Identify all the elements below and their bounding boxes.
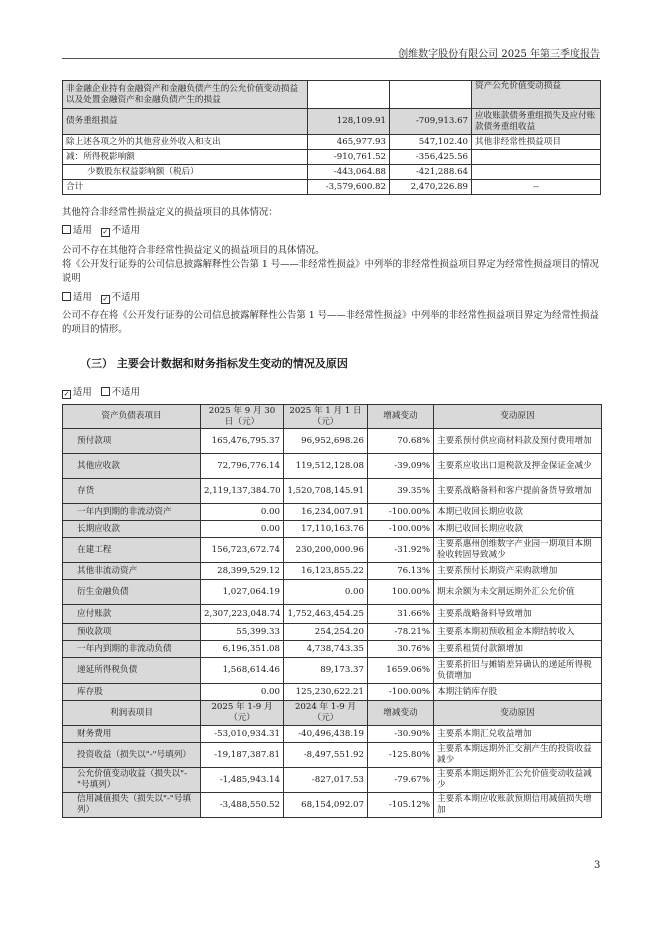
ytd-value: 547,102.40 [390, 135, 472, 150]
change-reason: 主要系折旧与摊销差异确认的递延所得税负债增加 [434, 658, 602, 684]
item-label: 少数股东权益影响额（税后） [63, 165, 308, 180]
column-header: 增减变动 [368, 405, 434, 429]
ytd-value: -356,425.56 [390, 150, 472, 165]
paragraph: 公司不存在其他符合非经常性损益定义的损益项目的具体情况。 [62, 245, 325, 256]
row-item: 库存股 [63, 684, 201, 701]
column-header: 利润表项目 [63, 701, 201, 726]
change-reason: 本期注销库存股 [434, 684, 602, 701]
column-header: 2025 年 1-9 月（元） [201, 701, 284, 726]
value-current: 28,399,529.12 [201, 563, 284, 580]
item-label: 债务重组损益 [63, 109, 308, 135]
column-header: 资产负债表项目 [63, 405, 201, 429]
table-row [63, 580, 602, 605]
option-label: 不适用 [111, 292, 140, 303]
value-current: -19,187,387.81 [201, 743, 284, 768]
value-current: 1,568,614.46 [201, 658, 284, 684]
change-percent: 39.35% [368, 479, 434, 504]
change-percent: -105.12% [368, 793, 434, 818]
row-item: 衍生金融负债 [63, 580, 201, 605]
value-prior: 254,254.20 [284, 624, 368, 641]
change-reason: 主要系应收出口退税款及押金保证金减少 [434, 454, 602, 479]
section-title: （三） 主要会计数据和财务指标发生变动的情况及原因 [80, 357, 348, 370]
page-header: 创维数字股份有限公司 2025 年第三季度报告 [398, 49, 600, 60]
value-prior: 96,952,698.26 [284, 429, 368, 454]
value-current: -1,485,943.14 [201, 768, 284, 793]
value-prior: 16,123,855.22 [284, 563, 368, 580]
row-item: 信用减值损失（损失以"-"号填列） [63, 793, 201, 818]
change-reason: 主要系预付供应商材料款及预付费用增加 [434, 429, 602, 454]
row-item: 存货 [63, 479, 201, 504]
row-item: 一年内到期的非流动负债 [63, 641, 201, 658]
option-label: 适用 [73, 292, 92, 303]
row-item: 递延所得税负债 [63, 658, 201, 684]
table-row [63, 165, 601, 180]
change-percent: 100.00% [368, 580, 434, 605]
option-label: 适用 [73, 225, 92, 236]
option-label: 不适用 [111, 225, 140, 236]
table-row [63, 658, 602, 684]
ytd-value: -709,913.67 [390, 109, 472, 135]
table-row [63, 726, 602, 743]
change-percent: -39.09% [368, 454, 434, 479]
value-prior: 1,520,708,145.91 [284, 479, 368, 504]
row-item: 其他应收款 [63, 454, 201, 479]
note: 资产公允价值变动损益 [472, 81, 601, 109]
value-prior: 17,110,163.76 [284, 521, 368, 538]
change-percent: -100.00% [368, 684, 434, 701]
change-percent: -30.90% [368, 726, 434, 743]
current-value: 465,977.93 [308, 135, 390, 150]
change-percent: -78.21% [368, 624, 434, 641]
change-reason: 主要系本期远期外汇交割产生的投资收益减少 [434, 743, 602, 768]
table-header-row [63, 405, 602, 429]
table-row [63, 538, 602, 563]
change-percent: 70.68% [368, 429, 434, 454]
change-percent: -100.00% [368, 521, 434, 538]
value-prior: 89,173.37 [284, 658, 368, 684]
value-prior: -8,497,551.92 [284, 743, 368, 768]
page-number: 3 [594, 860, 601, 871]
checkbox-unchecked-icon [62, 225, 71, 234]
value-current: 0.00 [201, 504, 284, 521]
change-reason: 本期已收回长期应收款 [434, 521, 602, 538]
change-reason: 主要系战略备料和客户提前备货导致增加 [434, 479, 602, 504]
balance-sheet-rows [63, 429, 602, 701]
table-row [63, 521, 602, 538]
option-row-2 [62, 291, 602, 305]
value-current: 0.00 [201, 521, 284, 538]
table-row [63, 429, 602, 454]
column-header: 变动原因 [434, 405, 602, 429]
value-current: 165,476,795.37 [201, 429, 284, 454]
nonrecurring-table [62, 80, 601, 195]
table-row [63, 563, 602, 580]
table-row [63, 743, 602, 768]
change-percent: 76.13% [368, 563, 434, 580]
value-current: -3,488,550.52 [201, 793, 284, 818]
column-header: 2025 年 1 月 1 日（元） [284, 405, 368, 429]
value-current: 72,796,776.14 [201, 454, 284, 479]
value-current: 156,723,672.74 [201, 538, 284, 563]
change-percent: -31.92% [368, 538, 434, 563]
table-row [63, 135, 601, 150]
value-prior: -40,496,438.19 [284, 726, 368, 743]
current-value: -910,761.52 [308, 150, 390, 165]
checkbox-unchecked-icon [62, 292, 71, 301]
table-header-row [63, 701, 602, 726]
change-reason: 主要系本期远期外汇公允价值变动收益减少 [434, 768, 602, 793]
paragraph: 公司不存在将《公开发行证券的公司信息披露解释性公告第 1 号——非经常性损益》中列举的非经常性损益项目界定为经常性损益的项目的情形。 [62, 310, 599, 335]
checkbox-unchecked-icon [101, 387, 110, 396]
value-prior: 1,752,463,454.25 [284, 605, 368, 624]
value-current: 0.00 [201, 684, 284, 701]
change-reason: 本期已收回长期应收款 [434, 504, 602, 521]
change-reason: 主要系预付长期资产采购款增加 [434, 563, 602, 580]
header-rule [62, 58, 600, 59]
value-prior: 4,738,743.35 [284, 641, 368, 658]
item-label: 非金融企业持有金融资产和金融负债产生的公允价值变动损益以及处置金融资产和金融负债产生的损益 [63, 81, 308, 109]
table-row [63, 479, 602, 504]
table-row [63, 624, 602, 641]
note: 应收账款债务重组损失及应付账款债务重组收益 [472, 109, 601, 135]
column-header: 2025 年 9 月 30 日（元） [201, 405, 284, 429]
option-row-3 [62, 386, 602, 400]
current-value: -3,579,600.82 [308, 180, 390, 195]
row-item: 预收款项 [63, 624, 201, 641]
table-row [63, 81, 601, 109]
table-row [63, 180, 601, 195]
option-label: 不适用 [111, 387, 140, 398]
item-label: 减：所得税影响额 [63, 150, 308, 165]
current-value [308, 81, 390, 109]
value-prior: 119,512,128.08 [284, 454, 368, 479]
value-current: 55,399.33 [201, 624, 284, 641]
checkbox-checked-icon: ✓ [102, 295, 109, 303]
value-current: 6,196,351.08 [201, 641, 284, 658]
table-row [63, 150, 601, 165]
value-prior: 16,234,007.91 [284, 504, 368, 521]
table-row [63, 793, 602, 818]
note [472, 165, 601, 180]
change-percent: 31.66% [368, 605, 434, 624]
column-header: 2024 年 1-9 月（元） [284, 701, 368, 726]
value-current: -53,010,934.31 [201, 726, 284, 743]
other-items-heading: 其他符合非经常性损益定义的损益项目的具体情况： [62, 207, 278, 218]
value-prior: 125,230,622.21 [284, 684, 368, 701]
row-item: 其他非流动资产 [63, 563, 201, 580]
item-label: 除上述各项之外的其他营业外收入和支出 [63, 135, 308, 150]
note [472, 150, 601, 165]
table-row [63, 454, 602, 479]
table-row [63, 641, 602, 658]
row-item: 预付款项 [63, 429, 201, 454]
current-value: 128,109.91 [308, 109, 390, 135]
option-row-1 [62, 224, 602, 238]
value-current: 1,027,064.19 [201, 580, 284, 605]
row-item: 公允价值变动收益（损失以"-"号填列） [63, 768, 201, 793]
change-percent: 30.76% [368, 641, 434, 658]
row-item: 长期应收款 [63, 521, 201, 538]
ytd-value: -421,288.64 [390, 165, 472, 180]
changes-table [62, 404, 602, 818]
value-prior: 68,154,092.07 [284, 793, 368, 818]
change-percent: -100.00% [368, 504, 434, 521]
note: 其他非经常性损益项目 [472, 135, 601, 150]
change-reason: 期末余额为未交割远期外汇公允价值 [434, 580, 602, 605]
checkbox-checked-icon: ✓ [102, 228, 109, 236]
ytd-value: 2,470,226.89 [390, 180, 472, 195]
change-percent: -79.67% [368, 768, 434, 793]
current-value: -443,064.88 [308, 165, 390, 180]
ytd-value [390, 81, 472, 109]
change-reason: 主要系本期汇兑收益增加 [434, 726, 602, 743]
change-reason: 主要系惠州创维数字产业园一期项目本期验收转固导致减少 [434, 538, 602, 563]
column-header: 变动原因 [434, 701, 602, 726]
table-row [63, 684, 602, 701]
row-item: 应付账款 [63, 605, 201, 624]
income-statement-rows [63, 726, 602, 818]
change-percent: -125.80% [368, 743, 434, 768]
change-reason: 主要系租赁付款额增加 [434, 641, 602, 658]
row-item: 一年内到期的非流动资产 [63, 504, 201, 521]
change-reason: 主要系本期初预收租金本期结转收入 [434, 624, 602, 641]
value-prior: 0.00 [284, 580, 368, 605]
table-row [63, 504, 602, 521]
change-reason: 主要系战略备料导致增加 [434, 605, 602, 624]
row-item: 财务费用 [63, 726, 201, 743]
note: -- [472, 180, 601, 195]
column-header: 增减变动 [368, 701, 434, 726]
change-reason: 主要系本期应收账款预期信用减值损失增加 [434, 793, 602, 818]
change-percent: 1659.06% [368, 658, 434, 684]
option-label: 适用 [73, 387, 92, 398]
value-current: 2,307,223,048.74 [201, 605, 284, 624]
value-prior: -827,017.53 [284, 768, 368, 793]
row-item: 在建工程 [63, 538, 201, 563]
table-row [63, 605, 602, 624]
value-current: 2,119,137,384.70 [201, 479, 284, 504]
table-row [63, 768, 602, 793]
value-prior: 230,200,000.96 [284, 538, 368, 563]
checkbox-checked-icon: ✓ [63, 390, 70, 398]
row-item: 投资收益（损失以"-"号填列） [63, 743, 201, 768]
paragraph: 将《公开发行证券的公司信息披露解释性公告第 1 号——非经常性损益》中列举的非经常性损益项目界定为经常性损益项目的情况说明 [62, 259, 599, 284]
table-row [63, 109, 601, 135]
item-label: 合计 [63, 180, 308, 195]
